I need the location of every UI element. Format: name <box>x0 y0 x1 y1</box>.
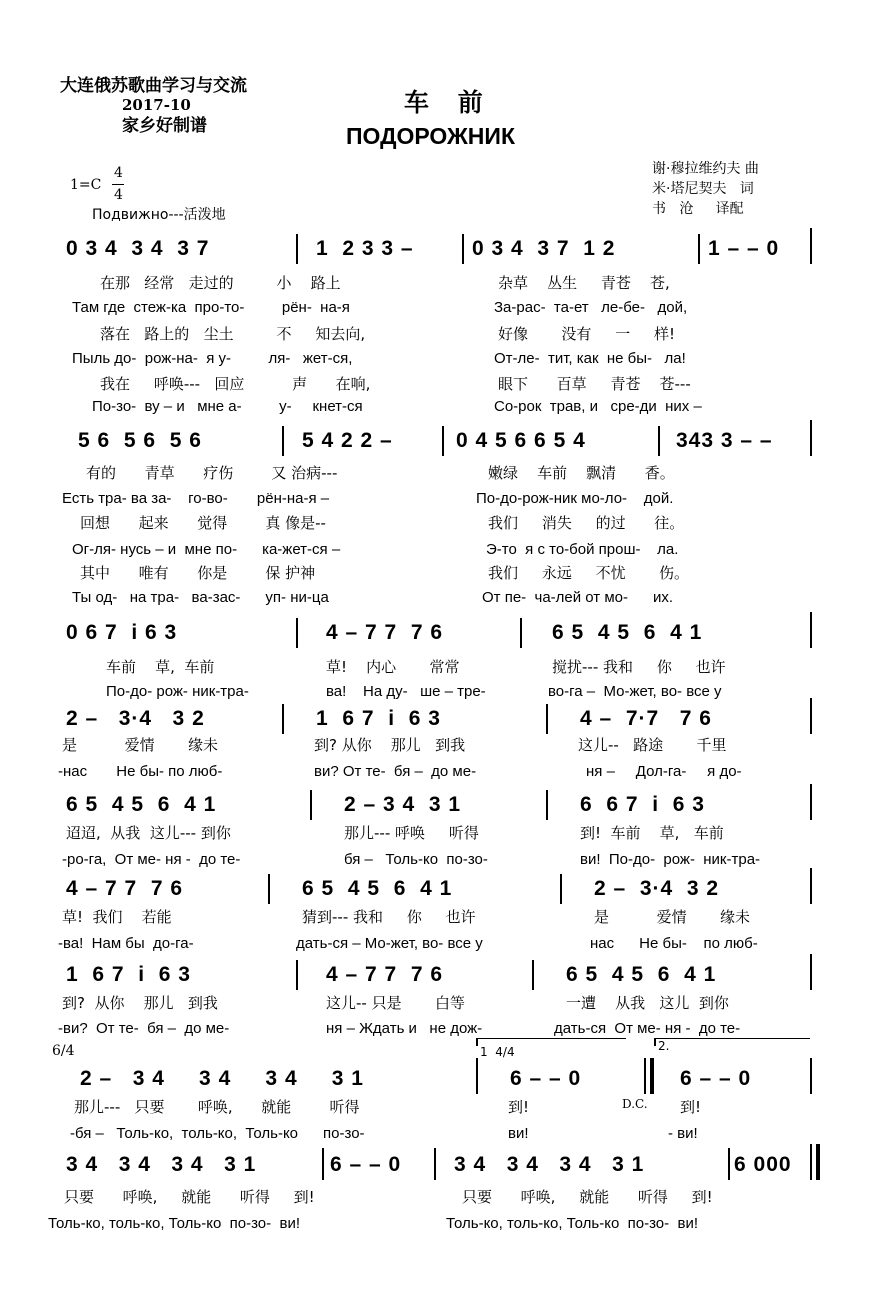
lyric-ru: Толь-ко, толь-ко, Толь-ко по-зо- ви! <box>48 1215 300 1232</box>
lyric-zh: 迢迢, 从我 这儿--- 到你 <box>66 824 231 842</box>
lyric-zh: 到? 从你 那儿 到我 <box>62 994 218 1012</box>
barline <box>810 420 812 456</box>
measure: 5 4 2 2 – <box>302 429 393 452</box>
lyric-ru: нас Не бы- по люб- <box>590 935 758 952</box>
lyric-zh: 车前 草, 车前 <box>106 658 215 676</box>
title-russian: ПОДОРОЖНИК <box>346 123 515 149</box>
measure: 6 5 4 5 6 4 1 <box>302 877 453 900</box>
barline <box>434 1148 436 1180</box>
measure: 1 6 7 i 6 3 <box>316 707 441 730</box>
measure: 3 4 3 4 3 4 3 1 <box>454 1153 645 1176</box>
lyric-ru: От-ле- тит, как не бы- ла! <box>494 350 686 367</box>
lyric-zh: 杂草 丛生 青苍 苍, <box>498 274 670 292</box>
barline <box>728 1148 730 1180</box>
lyric-ru: ня – Дол-га- я до- <box>586 763 742 780</box>
lyric-zh: 回想 起来 觉得 真 像是-- <box>80 514 326 532</box>
meter-change: 6/4 <box>52 1043 75 1059</box>
lyric-zh: 那儿--- 只要 呼唤, 就能 听得 <box>74 1098 360 1116</box>
measure: 0 4 5 6 6 5 4 <box>456 429 586 452</box>
measure: 6 5 4 5 6 4 1 <box>552 621 703 644</box>
barline <box>698 234 700 264</box>
lyric-zh: 嫩绿 车前 飘清 香。 <box>488 464 675 482</box>
meter-bottom: 4 <box>114 187 123 203</box>
meter-line <box>112 184 124 185</box>
lyric-ru: Ог-ля- нусь – и мне по- ка-жет-ся – <box>72 541 341 558</box>
lyric-ru: во-га – Мо-жет, во- все у <box>548 683 722 700</box>
measure: 1 6 7 i 6 3 <box>66 963 191 986</box>
header-line-2: 2017-10 <box>122 96 191 114</box>
barline <box>322 1148 324 1180</box>
measure: 6 5 4 5 6 4 1 <box>566 963 717 986</box>
credit-lyrics: 米·塔尼契夫 词 <box>652 181 754 197</box>
lyric-ru: Есть тра- ва за- го-во- рён-на-я – <box>62 490 330 507</box>
lyric-ru: От пе- ча-лей от мо- их. <box>482 589 674 606</box>
lyric-zh: 眼下 百草 青苍 苍--- <box>498 375 691 393</box>
lyric-zh: 草! 内心 常常 <box>326 658 460 676</box>
barline <box>810 1058 812 1094</box>
lyric-zh: 有的 青草 疗伤 又 治病--- <box>86 464 338 482</box>
lyric-zh: 只要 呼唤, 就能 听得 到! <box>64 1188 315 1206</box>
measure: 4 – 7 7 7 6 <box>66 877 184 900</box>
lyric-zh: 在那 经常 走过的 小 路上 <box>100 274 341 292</box>
measure: 343 3 – – <box>676 429 773 452</box>
lyric-ru: -ви? От те- бя – до ме- <box>58 1020 230 1037</box>
barline <box>268 874 270 904</box>
barline <box>810 868 812 904</box>
lyric-zh: 其中 唯有 你是 保 护神 <box>80 564 316 582</box>
lyric-ru: дать-ся От ме- ня - до те- <box>554 1020 741 1037</box>
measure: 4 – 7 7 7 6 <box>326 621 444 644</box>
measure: 2 – 3·4 3 2 <box>66 707 205 730</box>
volta-2-label: 2. <box>658 1039 670 1053</box>
barline <box>520 618 522 648</box>
volta-1-hook <box>476 1038 478 1046</box>
measure: 4 – 7·7 7 6 <box>580 707 712 730</box>
measure: 0 3 4 3 7 1 2 <box>472 237 616 260</box>
lyric-zh: 是 爱情 缘未 <box>594 908 751 926</box>
lyric-zh: 到! <box>680 1098 702 1116</box>
lyric-ru: ви! <box>508 1125 529 1142</box>
lyric-zh: 这儿-- 路途 千里 <box>578 736 727 754</box>
lyric-ru: ня – Ждать и не дож- <box>326 1020 483 1037</box>
credit-translation: 书 沧 译配 <box>652 201 744 217</box>
volta-1-label: 1 4/4 <box>480 1045 515 1059</box>
lyric-ru: -бя – Толь-ко, толь-ко, Толь-ко по-зо- <box>70 1125 365 1142</box>
lyric-ru: Толь-ко, толь-ко, Толь-ко по-зо- ви! <box>446 1215 698 1232</box>
measure: 2 – 3 4 3 4 3 4 3 1 <box>80 1067 364 1090</box>
lyric-ru: -ва! Нам бы до-га- <box>58 935 194 952</box>
lyric-zh: 到! <box>508 1098 530 1116</box>
da-capo-marking: D.C. <box>622 1097 648 1111</box>
measure: 3 4 3 4 3 4 3 1 <box>66 1153 257 1176</box>
measure: 4 – 7 7 7 6 <box>326 963 444 986</box>
barline <box>282 704 284 734</box>
barline <box>296 234 298 264</box>
repeat-end-bar <box>650 1058 654 1094</box>
final-barline-thin <box>810 1144 812 1180</box>
lyric-zh: 落在 路上的 尘土 不 知去向, <box>100 325 366 343</box>
lyric-ru: Со-рок трав, и сре-ди них – <box>494 398 702 415</box>
key-signature: 1=C <box>70 177 102 193</box>
header-line-1: 大连俄苏歌曲学习与交流 <box>60 76 247 96</box>
barline <box>810 612 812 648</box>
lyric-zh: 草! 我们 若能 <box>62 908 172 926</box>
lyric-zh: 我们 永远 不忧 伤。 <box>488 564 690 582</box>
lyric-zh: 是 爱情 缘未 <box>62 736 219 754</box>
lyric-zh: 这儿-- 只是 白等 <box>326 994 465 1012</box>
measure: 0 3 4 3 4 3 7 <box>66 237 210 260</box>
volta-2-hook <box>654 1038 656 1046</box>
measure: 2 – 3 4 3 1 <box>344 793 462 816</box>
meter-top: 4 <box>114 165 123 181</box>
barline <box>532 960 534 990</box>
barline <box>810 954 812 990</box>
lyric-zh: 那儿--- 呼唤 听得 <box>344 824 479 842</box>
barline <box>296 618 298 648</box>
barline <box>658 426 660 456</box>
lyric-zh: 猜到--- 我和 你 也许 <box>302 908 476 926</box>
barline <box>296 960 298 990</box>
lyric-zh: 我们 消失 的过 往。 <box>488 514 685 532</box>
barline <box>442 426 444 456</box>
barline <box>560 874 562 904</box>
lyric-zh: 我在 呼唤--- 回应 声 在响, <box>100 375 371 393</box>
header-line-3: 家乡好制谱 <box>122 116 207 136</box>
measure: 6 – – 0 <box>510 1067 582 1090</box>
lyric-ru: -ро-га, От ме- ня - до те- <box>62 851 241 868</box>
lyric-ru: За-рас- та-ет ле-бе- дой, <box>494 299 688 316</box>
measure: 5 6 5 6 5 6 <box>78 429 202 452</box>
lyric-ru: По-до- рож- ник-тра- <box>106 683 249 700</box>
lyric-ru: Ты од- на тра- ва-зас- уп- ни-ца <box>72 589 329 606</box>
lyric-ru: -нас Не бы- по люб- <box>58 763 223 780</box>
barline <box>476 1058 478 1094</box>
barline <box>810 228 812 264</box>
lyric-ru: Пыль до- рож-на- я у- ля- жет-ся, <box>72 350 353 367</box>
lyric-ru: Э-то я с то-бой прош- ла. <box>486 541 679 558</box>
title-chinese: 车 前 <box>404 88 493 117</box>
measure: 6 6 7 i 6 3 <box>580 793 705 816</box>
measure: 1 2 3 3 – <box>316 237 414 260</box>
lyric-ru: ва! На ду- ше – тре- <box>326 683 486 700</box>
lyric-ru: По-до-рож-ник мо-ло- дой. <box>476 490 674 507</box>
volta-2-line <box>654 1038 810 1039</box>
lyric-zh: 搅扰--- 我和 你 也许 <box>552 658 726 676</box>
volta-1-line <box>476 1038 626 1039</box>
lyric-zh: 好像 没有 一 样! <box>498 325 676 343</box>
lyric-ru: По-зо- ву – и мне а- у- кнет-ся <box>92 398 363 415</box>
lyric-ru: Там где стеж-ка про-то- рён- на-я <box>72 299 350 316</box>
measure: 6 – – 0 <box>330 1153 402 1176</box>
measure: 6 5 4 5 6 4 1 <box>66 793 217 816</box>
lyric-ru: бя – Толь-ко по-зо- <box>344 851 488 868</box>
lyric-ru: - ви! <box>668 1125 698 1142</box>
lyric-ru: ви? От те- бя – до ме- <box>314 763 477 780</box>
lyric-zh: 到? 从你 那儿 到我 <box>314 736 466 754</box>
barline <box>810 698 812 734</box>
lyric-ru: ви! По-до- рож- ник-тра- <box>580 851 761 868</box>
credit-music: 谢·穆拉维约夫 曲 <box>652 161 759 177</box>
barline <box>310 790 312 820</box>
barline <box>546 704 548 734</box>
lyric-zh: 一遭 从我 这儿 到你 <box>566 994 729 1012</box>
measure: 0 6 7 i 6 3 <box>66 621 178 644</box>
lyric-zh: 只要 呼唤, 就能 听得 到! <box>462 1188 713 1206</box>
lyric-ru: дать-ся – Мо-жет, во- все у <box>296 935 483 952</box>
measure: 2 – 3·4 3 2 <box>594 877 720 900</box>
final-barline-thick <box>816 1144 820 1180</box>
barline <box>282 426 284 456</box>
measure: 6 000 <box>734 1153 792 1176</box>
measure: 6 – – 0 <box>680 1067 752 1090</box>
barline <box>462 234 464 264</box>
lyric-zh: 到! 车前 草, 车前 <box>580 824 724 842</box>
barline <box>810 784 812 820</box>
tempo-marking: Подвижно---活泼地 <box>92 207 226 223</box>
barline <box>546 790 548 820</box>
barline <box>644 1058 646 1094</box>
measure: 1 – – 0 <box>708 237 780 260</box>
